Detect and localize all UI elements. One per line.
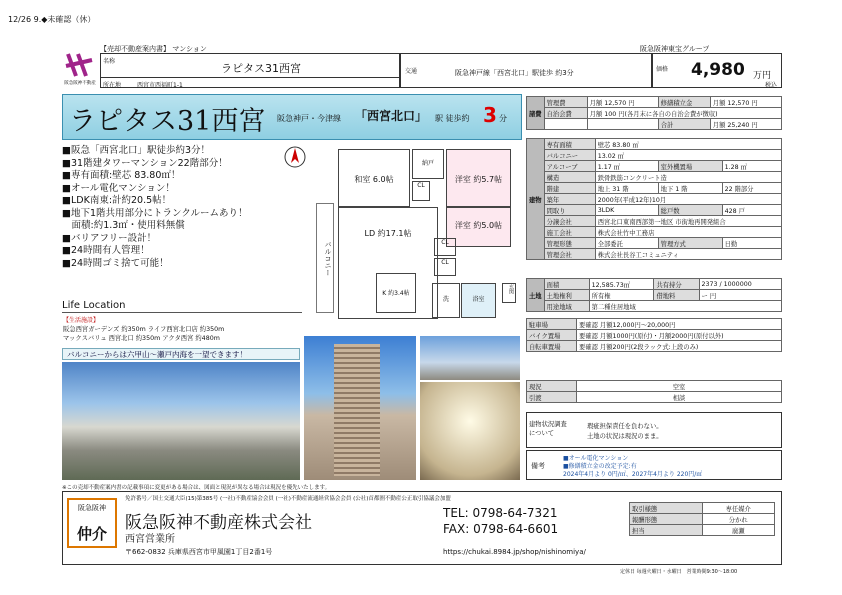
company-footer: 阪急阪神 仲介 免許番号／国土交通大臣(15)第385号 (一社)不動産協会会員 (一社)不動産流通経営協会会員 (公社)首都圏不動産公正取引協議会加盟 阪急阪神不動産株式会社 西宮営業所 〒662-0832 兵庫県西宮市甲風園1丁目2番1号 TEL: 0798-64-7321 FAX: 0798-64-6601 https://chukai.8984.jp/shop/nishinomiya/ 取引様態 専任媒介 報酬形態 分かれ 担当 廣瀬 <box>62 491 782 565</box>
header-price-box: 価格 4,980 万円 税込 <box>652 53 782 88</box>
building-table: 建物 専有面積 壁芯 83.80 ㎡ バルコニー 13.02 ㎡ アルコーブ 1.17 ㎡ 室外機置場 1.28 ㎡ 構造 鉄骨鉄筋コンクリート造 階建 地上 31 階 地下 1 階 22 階部分 築年 2000年(平成12年)10月 間取り 3LDK 総戸数 428 戸 分譲会社 西宮北口東南西部第一地区 市街地再開発組合 施工会社 株式会社竹中工務店 管理形態 全部委託 管理方式 日勤 管理会社 株式会社長谷工コミュニティ <box>526 138 782 260</box>
fees-table: 諸費 管理費 月額 12,570 円 修繕積立金 月額 12,570 円 自治会費 月額 100 円(各月末に各自の自治会費が徴収) 合計 月額 25,240 円 <box>526 96 782 130</box>
room-western-2: 洋室 約5.0帖 <box>446 207 511 247</box>
room-western-1: 洋室 約5.7帖 <box>446 149 511 207</box>
banner-title: ラピタス31西宮 <box>69 106 266 137</box>
notice-text: ※この売却不動産案内書の記載事項に変更がある場合は、図面と現況が異なる場合は現況を優先いたします。 <box>62 485 331 491</box>
tel-number: TEL: 0798-64-7321 <box>443 506 558 520</box>
entrance-label: 玄関 <box>502 283 516 303</box>
company-name: 阪急阪神不動産株式会社 <box>125 513 312 533</box>
tower-photo <box>304 336 416 480</box>
room-ld: LD 約17.1帖 <box>338 207 438 319</box>
feature-list: ■阪急「西宮北口」駅徒歩約3分！ ■31階建タワーマンション22階部分！ ■専有面積:壁芯 83.80㎡！ ■オール電化マンション！ ■LDK南東:計約20.5帖！ ■地下1階共用部分にトランクルームあり！ 面積:約1.3㎡・使用料無償 ■バリアフリー設計！ ■24時間有人管理！ ■24時間ゴミ捨て可能！ <box>62 145 248 269</box>
disclosure-box: 建物状況調査について 瑕疵担保責任を負わない。 土地の状況は現況のまま。 <box>526 412 782 448</box>
chukai-badge: 阪急阪神 仲介 <box>67 498 117 548</box>
room-storage: 納戸 <box>412 149 444 179</box>
status-table: 現況 空室 引渡 相談 <box>526 380 782 403</box>
compass-north-icon <box>284 146 306 168</box>
balcony-label: バルコニー <box>316 203 334 313</box>
view-caption: バルコニーからは六甲山～瀬戸内海を一望できます！ <box>62 348 300 360</box>
property-name: ラピタス31西宮 <box>221 62 301 75</box>
fax-number: FAX: 0798-64-6601 <box>443 522 559 536</box>
category-title: 【売却不動産案内書】 マンション <box>100 45 207 53</box>
lobby-photo <box>420 382 520 480</box>
title-banner: ラピタス31西宮 阪急神戸・今津線 「西宮北口」 駅 徒歩約 3 分 <box>62 94 522 140</box>
trade-table: 取引様態 専任媒介 報酬形態 分かれ 担当 廣瀬 <box>629 502 775 536</box>
entrance-photo <box>420 336 520 380</box>
closet: CL <box>434 258 456 276</box>
room-washitsu: 和室 6.0帖 <box>338 149 410 207</box>
room-washroom: 洗 <box>432 283 460 318</box>
land-table: 土地 面積 12,585.73㎡ 共有持分 2373 / 1000000 土地権利 所有権 借地料 ー 円 用途地域 第二種住居地域 <box>526 278 782 312</box>
price-value: 4,980 <box>691 60 745 80</box>
company-logo: 阪急阪神不動産 <box>62 52 98 88</box>
room-kitchen: K 約3.4帖 <box>376 273 416 313</box>
floor-plan <box>316 143 516 328</box>
group-name: 阪急阪神東宝グループ <box>640 45 710 53</box>
view-photo <box>62 362 300 480</box>
shop-url[interactable]: https://chukai.8984.jp/shop/nishinomiya/ <box>443 548 586 556</box>
header-name-box: 名称 ラピタス31西宮 所在地 西宮市西福町1-1 <box>100 53 400 88</box>
top-stamp: 12/26 9.◆未確認（休） <box>8 15 96 24</box>
life-title: Life Location <box>62 300 126 311</box>
parking-table: 駐車場 要確認 月額12,000円～20,000円 バイク置場 要確認 月額1000円(原付)・月額2000円(原付以外) 自転車置場 要確認 月額200円(2段ラック式:上段のみ) <box>526 318 782 352</box>
closet: CL <box>434 238 456 256</box>
header-transport-box: 交通 阪急神戸線「西宮北口」駅徒歩 約3分 <box>400 53 652 88</box>
transport-text: 阪急神戸線「西宮北口」駅徒歩 約3分 <box>455 69 574 77</box>
property-address: 西宮市西福町1-1 <box>137 82 183 89</box>
remarks-box: 備考 ■オール電化マンション ■修繕積立金の改定予定:有 2024年4月より 0円/㎡、2027年4月より 220円/㎡ <box>526 450 782 480</box>
closet: CL <box>412 181 430 201</box>
room-bath: 浴室 <box>461 283 496 318</box>
